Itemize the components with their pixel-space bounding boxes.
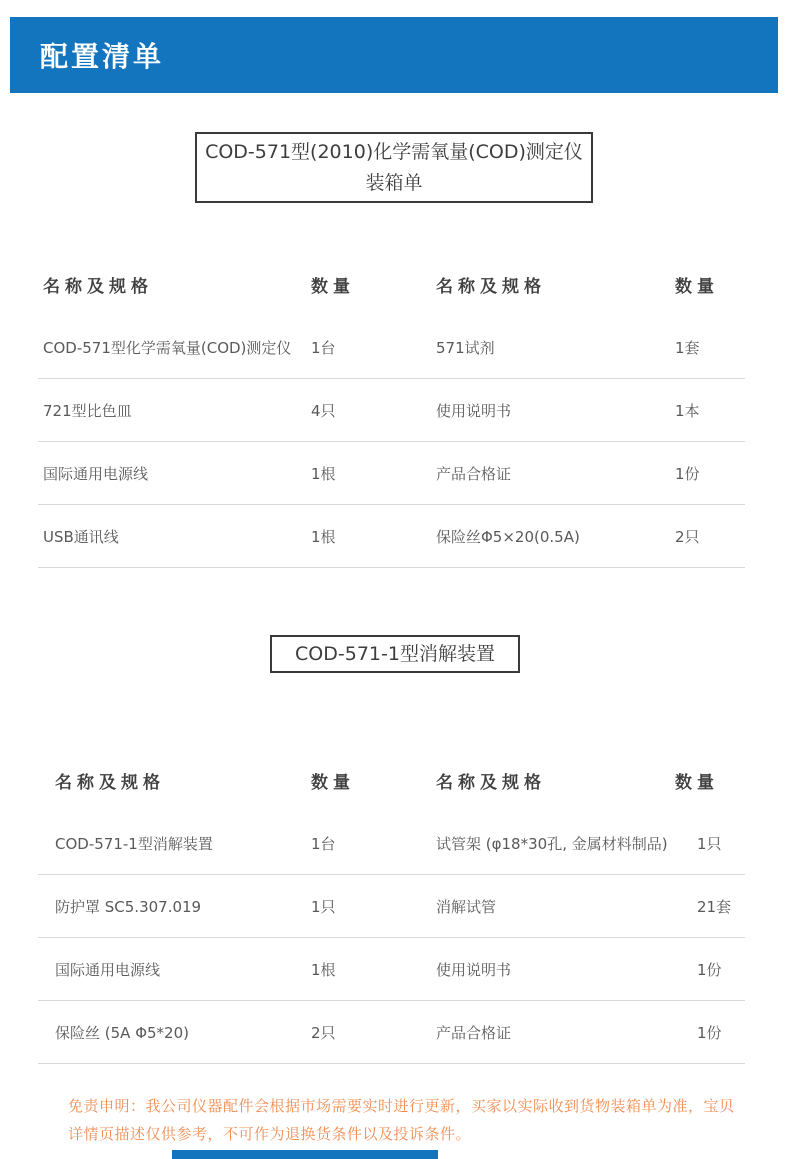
- quantity-cell: 1本: [675, 401, 700, 420]
- column-header-qty-right: 数量: [675, 772, 719, 793]
- item-name-cell: 产品合格证: [436, 464, 512, 483]
- table-row: [38, 316, 745, 379]
- page-title: 配置清单: [40, 40, 165, 73]
- quantity-cell: 1根: [311, 464, 336, 483]
- quantity-cell: 1只: [697, 834, 722, 853]
- item-name-cell: COD-571型化学需氧量(COD)测定仪: [43, 338, 292, 357]
- quantity-cell: 1只: [311, 897, 336, 916]
- quantity-cell: 1台: [311, 338, 336, 357]
- section-header-bar: [10, 17, 778, 93]
- quantity-cell: 4只: [311, 401, 336, 420]
- packing-list-table: [38, 252, 745, 568]
- table-row: [38, 875, 745, 938]
- quantity-cell: 1台: [311, 834, 336, 853]
- quantity-cell: 1根: [311, 960, 336, 979]
- table-row: [38, 505, 745, 568]
- column-header-qty-left: 数量: [311, 772, 355, 793]
- column-header-qty-left: 数量: [311, 276, 355, 297]
- table-header-row: [38, 252, 745, 316]
- column-header-name-left: 名称及规格: [43, 276, 153, 297]
- packing-list-title-box: [195, 132, 593, 203]
- quantity-cell: 21套: [697, 897, 732, 916]
- column-header-qty-right: 数量: [675, 276, 719, 297]
- item-name-cell: 国际通用电源线: [55, 960, 161, 979]
- item-name-cell: 571试剂: [436, 338, 495, 357]
- column-header-name-left: 名称及规格: [55, 772, 165, 793]
- digestion-device-title-box: [270, 635, 520, 673]
- table-row: [38, 442, 745, 505]
- item-name-cell: 721型比色皿: [43, 401, 132, 420]
- item-name-cell: 国际通用电源线: [43, 464, 149, 483]
- item-name-cell: 试管架 (φ18*30孔, 金属材料制品): [436, 834, 668, 853]
- item-name-cell: 使用说明书: [436, 960, 512, 979]
- item-name-cell: 保险丝Φ5×20(0.5A): [436, 527, 580, 546]
- item-name-cell: USB通讯线: [43, 527, 119, 546]
- item-name-cell: 使用说明书: [436, 401, 512, 420]
- quantity-cell: 1套: [675, 338, 700, 357]
- disclaimer-text: 免责申明：我公司仪器配件会根据市场需要实时进行更新，买家以实际收到货物装箱单为准，宝贝详情页描述仅供参考，不可作为退换货条件以及投诉条件。: [68, 1097, 735, 1143]
- quantity-cell: 1份: [697, 1023, 722, 1042]
- digestion-device-title: COD-571-1型消解装置: [295, 643, 495, 665]
- bottom-partial-section-bar: [172, 1150, 438, 1159]
- item-name-cell: 产品合格证: [436, 1023, 512, 1042]
- table-row: [38, 1001, 745, 1064]
- digestion-device-table: [38, 748, 745, 1064]
- column-header-name-right: 名称及规格: [436, 276, 546, 297]
- table-header-row: [38, 748, 745, 812]
- quantity-cell: 2只: [311, 1023, 336, 1042]
- table-row: [38, 812, 745, 875]
- item-name-cell: 防护罩 SC5.307.019: [55, 897, 202, 916]
- table-row: [38, 938, 745, 1001]
- item-name-cell: 消解试管: [436, 897, 497, 916]
- quantity-cell: 2只: [675, 527, 700, 546]
- table-row: [38, 379, 745, 442]
- item-name-cell: 保险丝 (5A Φ5*20): [55, 1023, 189, 1042]
- packing-list-title-line2: 装箱单: [365, 171, 423, 194]
- quantity-cell: 1份: [697, 960, 722, 979]
- quantity-cell: 1根: [311, 527, 336, 546]
- item-name-cell: COD-571-1型消解装置: [55, 834, 213, 853]
- quantity-cell: 1份: [675, 464, 700, 483]
- packing-list-title-line1: COD-571型(2010)化学需氧量(COD)测定仪: [205, 140, 583, 163]
- column-header-name-right: 名称及规格: [436, 772, 546, 793]
